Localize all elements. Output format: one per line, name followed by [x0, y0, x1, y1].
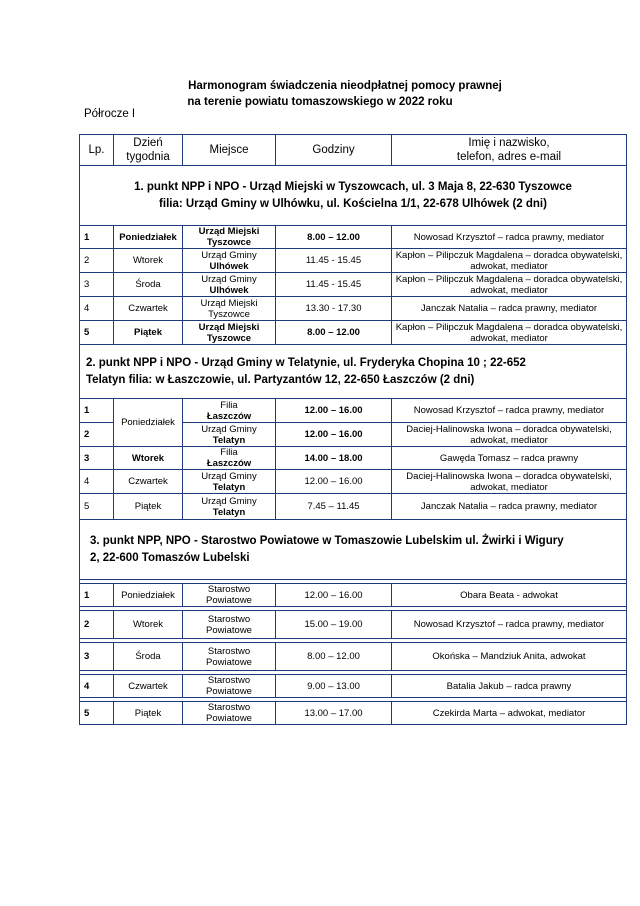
cell-lp: 3 — [80, 273, 114, 297]
cell-lp: 5 — [80, 494, 114, 520]
cell-place — [183, 399, 276, 423]
place-line-2: Powiatowe — [206, 713, 252, 724]
cell-hours: 15.00 – 19.00 — [276, 611, 392, 639]
place-line-1: Filia — [220, 399, 238, 411]
table-row — [80, 702, 627, 725]
table-row — [80, 399, 627, 423]
table-row — [80, 584, 627, 607]
table-row — [80, 675, 627, 698]
cell-day: Środa — [114, 643, 183, 671]
section-1-line-1: 1. punkt NPP i NPO - Urząd Miejski w Tyszowcach, ul. 3 Maja 8, 22-630 Tyszowce — [134, 180, 572, 193]
cell-person: Obara Beata - adwokat — [392, 584, 627, 607]
section-3-heading-row — [80, 520, 627, 580]
cell-day: Wtorek — [114, 611, 183, 639]
cell-day: Wtorek — [114, 447, 183, 470]
cell-lp: 5 — [80, 702, 114, 725]
cell-day: Piątek — [114, 494, 183, 520]
table-row — [80, 273, 627, 297]
place-line-1: Urząd Gminy — [201, 423, 257, 435]
cell-hours: 8.00 – 12.00 — [276, 643, 392, 671]
place-line-1: Urząd Gminy — [201, 470, 257, 482]
cell-lp: 1 — [80, 399, 114, 423]
cell-lp: 2 — [80, 423, 114, 447]
cell-hours: 9.00 – 13.00 — [276, 675, 392, 698]
cell-place — [183, 470, 276, 494]
place-line-2: Tyszowce — [208, 308, 250, 320]
cell-person: Okońska – Mandziuk Anita, adwokat — [392, 643, 627, 671]
title-line-2: na terenie powiatu tomaszowskiego w 2022 roku — [187, 96, 453, 108]
cell-person: Kapłon – Pilipczuk Magdalena – doradca obywatelski, adwokat, mediator — [392, 273, 627, 297]
cell-lp: 1 — [80, 226, 114, 249]
table-row — [80, 297, 627, 321]
cell-lp: 2 — [80, 249, 114, 273]
section-3-heading — [80, 520, 627, 580]
place-line-2: Łaszczów — [206, 458, 252, 469]
header-person-line-1: Imię i nazwisko, — [468, 137, 550, 149]
cell-place — [183, 297, 276, 321]
table-row — [80, 643, 627, 671]
cell-place — [183, 611, 276, 639]
place-line-2: Powiatowe — [206, 656, 252, 668]
cell-person: Czekirda Marta – adwokat, mediator — [392, 702, 627, 725]
cell-person: Daciej-Halinowska Iwona – doradca obywatelski, adwokat, mediator — [392, 423, 627, 447]
cell-day: Środa — [114, 273, 183, 297]
header-day-line-2: tygodnia — [126, 151, 170, 163]
section-1-heading — [80, 166, 627, 226]
table-row — [80, 611, 627, 639]
place-line-1: Urząd Gminy — [201, 273, 257, 285]
cell-person: Daciej-Halinowska Iwona – doradca obywatelski, adwokat, mediator — [392, 470, 627, 494]
section-2-heading — [80, 345, 627, 399]
cell-hours: 12.00 – 16.00 — [276, 470, 392, 494]
section-1-line-2: filia: Urząd Gminy w Ulhówku, ul. Kościelna 1/1, 22-678 Ulhówek (2 dni) — [159, 197, 547, 210]
place-line-1: Starostwo — [207, 702, 251, 713]
header-place: Miejsce — [183, 135, 276, 166]
cell-person: Janczak Natalia – radca prawny, mediator — [392, 494, 627, 520]
cell-place — [183, 584, 276, 607]
cell-place — [183, 226, 276, 249]
place-line-1: Urząd Miejski — [198, 226, 260, 237]
cell-person: Janczak Natalia – radca prawny, mediator — [392, 297, 627, 321]
cell-lp: 5 — [80, 321, 114, 345]
cell-place — [183, 494, 276, 520]
place-line-1: Urząd Gminy — [201, 249, 257, 261]
cell-place — [183, 675, 276, 698]
cell-person: Nowosad Krzysztof – radca prawny, mediator — [392, 226, 627, 249]
cell-day: Piątek — [114, 321, 183, 345]
cell-hours: 11.45 - 15.45 — [276, 249, 392, 273]
table-row — [80, 494, 627, 520]
cell-hours: 14.00 – 18.00 — [276, 447, 392, 470]
table-row — [80, 226, 627, 249]
cell-lp: 2 — [80, 611, 114, 639]
schedule-table — [79, 134, 627, 725]
section-1-heading-row — [80, 166, 627, 226]
table-row — [80, 470, 627, 494]
cell-hours: 12.00 – 16.00 — [276, 399, 392, 423]
cell-lp: 4 — [80, 297, 114, 321]
place-line-1: Filia — [220, 447, 238, 458]
cell-place — [183, 643, 276, 671]
place-line-2: Łaszczów — [206, 410, 252, 422]
cell-hours: 13.00 – 17.00 — [276, 702, 392, 725]
header-hours: Godziny — [276, 135, 392, 166]
cell-hours: 12.00 – 16.00 — [276, 584, 392, 607]
cell-day: Czwartek — [114, 297, 183, 321]
cell-lp: 4 — [80, 675, 114, 698]
cell-place — [183, 273, 276, 297]
cell-day: Poniedziałek — [114, 399, 183, 447]
place-line-1: Urząd Miejski — [198, 321, 260, 333]
place-line-2: Tyszowce — [206, 332, 252, 344]
place-line-1: Starostwo — [207, 613, 251, 625]
place-line-2: Ulhówek — [209, 284, 249, 296]
document-title — [0, 78, 640, 110]
header-person-line-2: telefon, adres e-mail — [456, 151, 562, 163]
header-day-line-1: Dzień — [133, 137, 163, 149]
place-line-1: Urząd Gminy — [201, 495, 257, 507]
place-line-2: Telatyn — [212, 434, 246, 446]
cell-hours: 7.45 – 11.45 — [276, 494, 392, 520]
cell-lp: 3 — [80, 447, 114, 470]
place-line-2: Telatyn — [212, 481, 246, 493]
section-3-line-1: 3. punkt NPP, NPO - Starostwo Powiatowe w Tomaszowie Lubelskim ul. Żwirki i Wigury — [90, 534, 564, 547]
cell-day: Poniedziałek — [114, 226, 183, 249]
cell-day: Czwartek — [114, 470, 183, 494]
section-2-line-1: 2. punkt NPP i NPO - Urząd Gminy w Telatynie, ul. Fryderyka Chopina 10 ; 22-652 — [86, 356, 526, 369]
cell-person: Nowosad Krzysztof – radca prawny, mediator — [392, 399, 627, 423]
table-row — [80, 249, 627, 273]
section-2-heading-row — [80, 345, 627, 399]
cell-place — [183, 423, 276, 447]
cell-lp: 1 — [80, 584, 114, 607]
place-line-2: Ulhówek — [209, 260, 249, 272]
cell-hours: 8.00 – 12.00 — [276, 321, 392, 345]
place-line-1: Urząd Miejski — [200, 297, 258, 309]
cell-day: Wtorek — [114, 249, 183, 273]
cell-person: Gawęda Tomasz – radca prawny — [392, 447, 627, 470]
cell-place — [183, 702, 276, 725]
table-row — [80, 447, 627, 470]
table-row — [80, 321, 627, 345]
cell-person: Kapłon – Pilipczuk Magdalena – doradca obywatelski, adwokat, mediator — [392, 249, 627, 273]
header-day — [114, 135, 183, 166]
place-line-1: Starostwo — [207, 584, 251, 595]
cell-place — [183, 447, 276, 470]
cell-lp: 3 — [80, 643, 114, 671]
header-row — [80, 135, 627, 166]
cell-hours: 11.45 - 15.45 — [276, 273, 392, 297]
cell-hours: 13.30 - 17.30 — [276, 297, 392, 321]
cell-hours: 12.00 – 16.00 — [276, 423, 392, 447]
header-lp: Lp. — [80, 135, 114, 166]
place-line-1: Starostwo — [207, 645, 251, 657]
section-2-line-2: Telatyn filia: w Łaszczowie, ul. Partyzantów 12, 22-650 Łaszczów (2 dni) — [86, 373, 475, 386]
title-line-1: Harmonogram świadczenia nieodpłatnej pomocy prawnej — [188, 80, 502, 92]
cell-lp: 4 — [80, 470, 114, 494]
cell-hours: 8.00 – 12.00 — [276, 226, 392, 249]
place-line-2: Powiatowe — [206, 595, 252, 606]
cell-place — [183, 249, 276, 273]
place-line-2: Telatyn — [212, 506, 246, 518]
place-line-1: Starostwo — [207, 675, 251, 686]
cell-person: Batalia Jakub – radca prawny — [392, 675, 627, 698]
section-3-line-2: 2, 22-600 Tomaszów Lubelski — [90, 551, 250, 564]
place-line-2: Powiatowe — [206, 686, 252, 697]
cell-place — [183, 321, 276, 345]
cell-day: Piątek — [114, 702, 183, 725]
cell-person: Nowosad Krzysztof – radca prawny, mediator — [392, 611, 627, 639]
place-line-2: Powiatowe — [206, 624, 252, 636]
cell-day: Czwartek — [114, 675, 183, 698]
half-year-label: Półrocze I — [84, 108, 136, 120]
cell-day: Poniedziałek — [114, 584, 183, 607]
cell-person: Kapłon – Pilipczuk Magdalena – doradca obywatelski, adwokat, mediator — [392, 321, 627, 345]
header-person — [392, 135, 627, 166]
place-line-2: Tyszowce — [206, 237, 252, 248]
